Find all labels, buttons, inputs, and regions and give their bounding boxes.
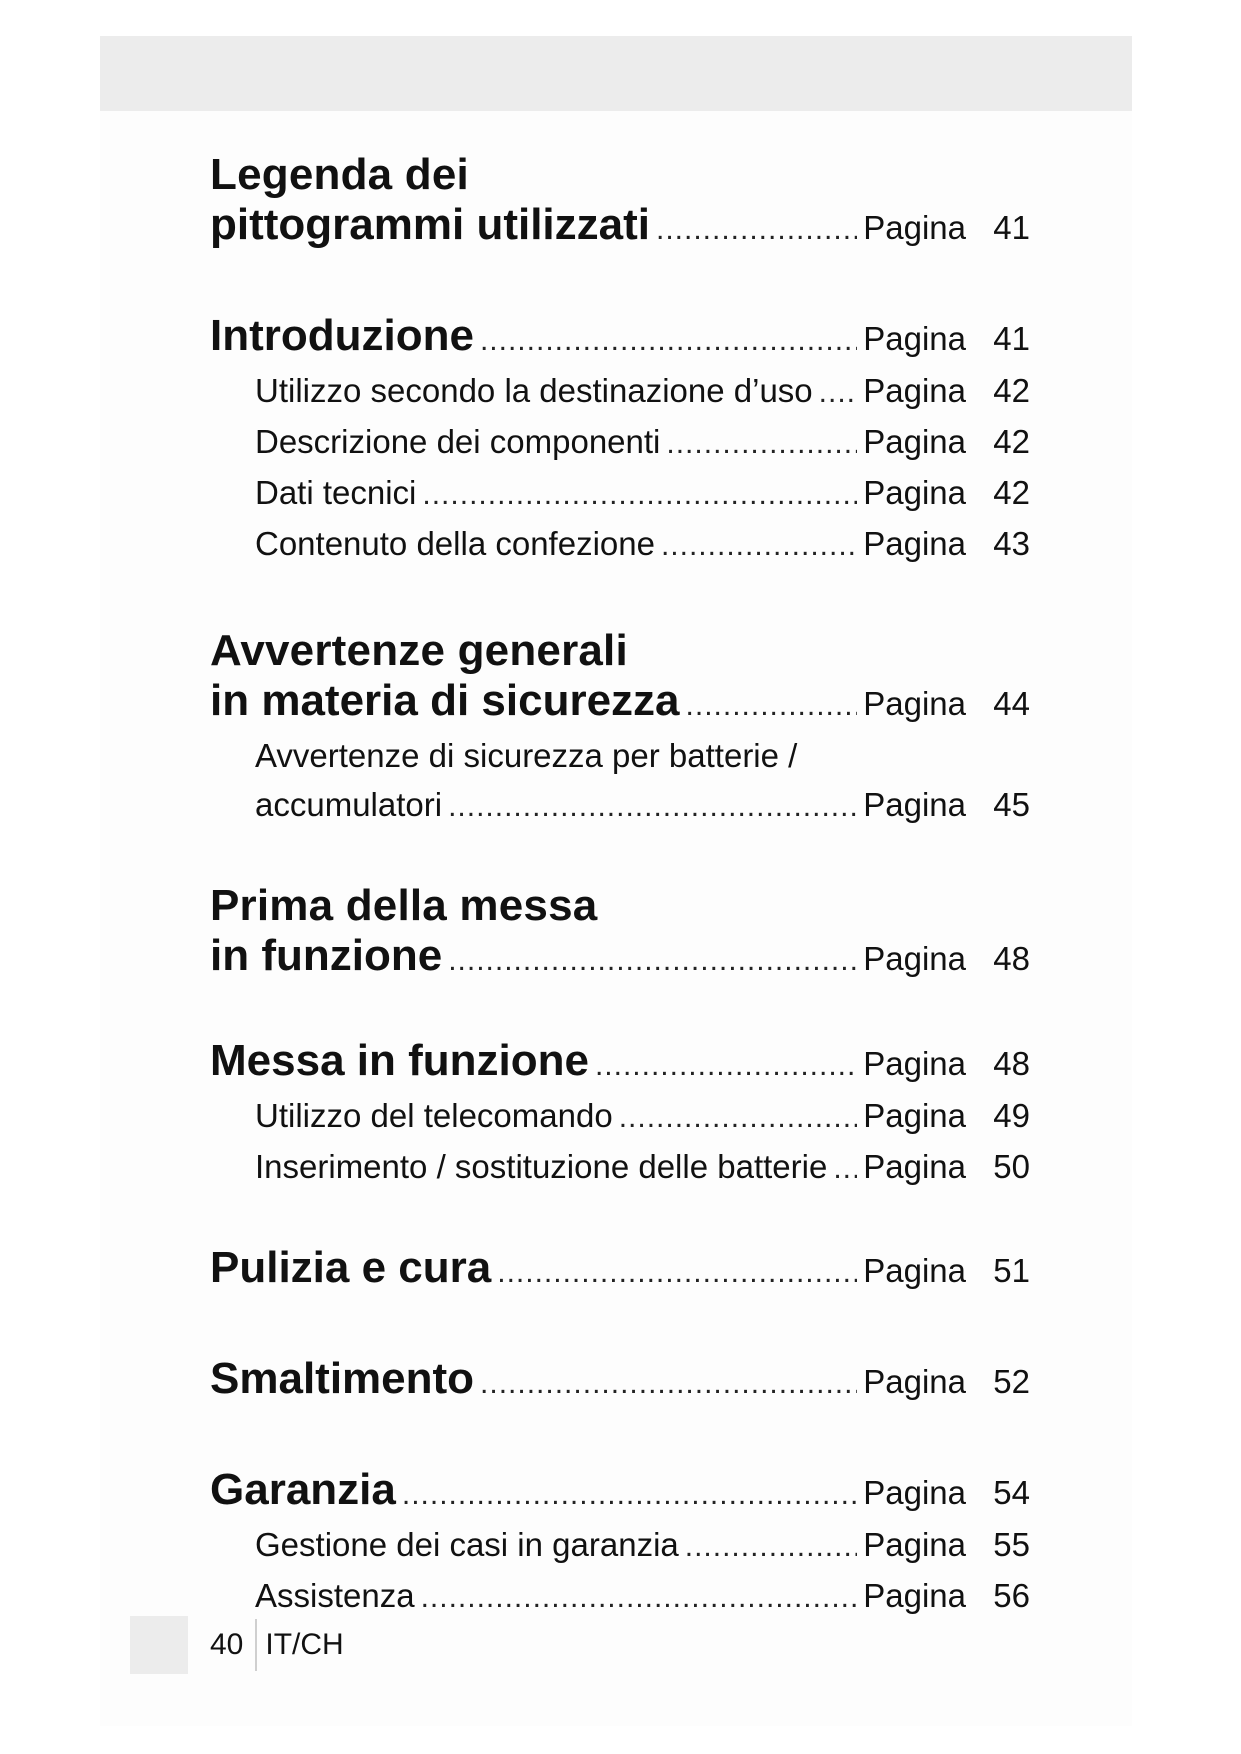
page-number: 50 — [993, 1148, 1030, 1185]
toc-section — [210, 1036, 1030, 1193]
section-heading-entry — [210, 200, 1030, 255]
section-heading-entry — [210, 676, 1030, 731]
section-heading-entry — [210, 311, 1030, 366]
subsection-entry — [255, 780, 1030, 831]
subsection-entry — [255, 1520, 1030, 1571]
dot-leader — [421, 1573, 858, 1622]
footer-page-number: 40 — [210, 1628, 244, 1661]
page-number: 48 — [993, 940, 1030, 977]
page-number: 44 — [993, 685, 1030, 722]
subsection-title: Descrizione dei componenti — [255, 423, 661, 460]
page-label: Pagina — [863, 1045, 966, 1082]
section-heading-title: in materia di sicurezza — [210, 676, 680, 725]
dot-leader — [686, 681, 858, 731]
page-label: Pagina — [863, 1097, 966, 1134]
subsection-title: Gestione dei casi in garanzia — [255, 1526, 679, 1563]
dot-leader — [448, 936, 857, 986]
page-number: 43 — [993, 525, 1030, 562]
subsection-title-line: Avvertenze di sicurezza per batterie / — [255, 737, 798, 774]
toc-section — [210, 626, 1030, 831]
section-heading-title: Garanzia — [210, 1465, 396, 1514]
subsection-title: accumulatori — [255, 786, 443, 823]
dot-leader — [497, 1248, 857, 1298]
header-band — [100, 36, 1132, 111]
subsection-list — [210, 1091, 1030, 1193]
section-heading-line: Legenda dei — [210, 150, 469, 199]
subsection-entry — [255, 468, 1030, 519]
section-heading-entry — [210, 1036, 1030, 1091]
page-number: 42 — [993, 423, 1030, 460]
subsection-entry — [255, 1142, 1030, 1193]
subsection-list — [210, 1520, 1030, 1622]
subsection-title: Contenuto della confezione — [255, 525, 655, 562]
section-heading-line: Avvertenze generali — [210, 626, 628, 675]
page-label: Pagina — [863, 1526, 966, 1563]
section-heading-entry — [210, 931, 1030, 986]
page-label: Pagina — [863, 940, 966, 977]
section-heading-entry — [210, 1465, 1030, 1520]
toc-section — [210, 1243, 1030, 1298]
dot-leader — [661, 521, 857, 570]
page-number: 42 — [993, 474, 1030, 511]
page-number: 52 — [993, 1363, 1030, 1400]
page-number: 41 — [993, 209, 1030, 246]
page-label: Pagina — [863, 209, 966, 246]
page-label: Pagina — [863, 320, 966, 357]
subsection-entry — [255, 519, 1030, 570]
toc-section — [210, 881, 1030, 986]
subsection-title: Inserimento / sostituzione delle batterie — [255, 1148, 828, 1185]
page-label: Pagina — [863, 1252, 966, 1289]
dot-leader — [833, 1144, 857, 1193]
page-number: 56 — [993, 1577, 1030, 1614]
page-label: Pagina — [863, 1474, 966, 1511]
page-number: 48 — [993, 1045, 1030, 1082]
dot-leader — [448, 782, 857, 831]
subsection-title: Utilizzo secondo la destinazione d’uso — [255, 372, 813, 409]
section-heading-title: Introduzione — [210, 311, 474, 360]
toc-section — [210, 150, 1030, 255]
page-number: 45 — [993, 786, 1030, 823]
subsection-entry — [255, 1571, 1030, 1622]
dot-leader — [595, 1041, 857, 1091]
dot-leader — [685, 1522, 857, 1571]
subsection-title: Dati tecnici — [255, 474, 417, 511]
section-heading-title: pittogrammi utilizzati — [210, 200, 650, 249]
page-label: Pagina — [863, 1577, 966, 1614]
dot-leader — [819, 368, 858, 417]
page-label: Pagina — [863, 423, 966, 460]
section-heading-title: in funzione — [210, 931, 443, 980]
dot-leader — [480, 316, 857, 366]
page-number: 51 — [993, 1252, 1030, 1289]
section-heading-title: Smaltimento — [210, 1354, 475, 1403]
subsection-entry — [255, 366, 1030, 417]
section-heading-line: Prima della messa — [210, 881, 598, 930]
footer-divider — [255, 1619, 257, 1671]
page-number: 55 — [993, 1526, 1030, 1563]
dot-leader — [619, 1093, 858, 1142]
dot-leader — [402, 1470, 857, 1520]
subsection-title: Assistenza — [255, 1577, 415, 1614]
toc-section — [210, 1465, 1030, 1622]
page-label: Pagina — [863, 474, 966, 511]
toc-section — [210, 1354, 1030, 1409]
page-number: 54 — [993, 1474, 1030, 1511]
page-label: Pagina — [863, 685, 966, 722]
page-label: Pagina — [863, 1363, 966, 1400]
subsection-list — [210, 731, 1030, 831]
subsection-title: Utilizzo del telecomando — [255, 1097, 613, 1134]
subsection-list — [210, 366, 1030, 570]
page-label: Pagina — [863, 372, 966, 409]
page-label: Pagina — [863, 525, 966, 562]
dot-leader — [656, 205, 857, 255]
dot-leader — [666, 419, 857, 468]
page-number: 49 — [993, 1097, 1030, 1134]
subsection-entry — [255, 1091, 1030, 1142]
page-label: Pagina — [863, 786, 966, 823]
footer-tab-marker — [130, 1616, 188, 1674]
toc-section — [210, 311, 1030, 570]
page-label: Pagina — [863, 1148, 966, 1185]
page-number: 41 — [993, 320, 1030, 357]
subsection-entry — [255, 417, 1030, 468]
section-heading-entry — [210, 1354, 1030, 1409]
section-heading-title: Messa in funzione — [210, 1036, 589, 1085]
footer-language-code: IT/CH — [265, 1628, 344, 1661]
section-heading-title: Pulizia e cura — [210, 1243, 492, 1292]
page-number: 42 — [993, 372, 1030, 409]
table-of-contents — [210, 150, 1030, 1678]
section-heading-entry — [210, 1243, 1030, 1298]
dot-leader — [480, 1359, 857, 1409]
page-footer — [130, 1615, 344, 1675]
dot-leader — [422, 470, 857, 519]
